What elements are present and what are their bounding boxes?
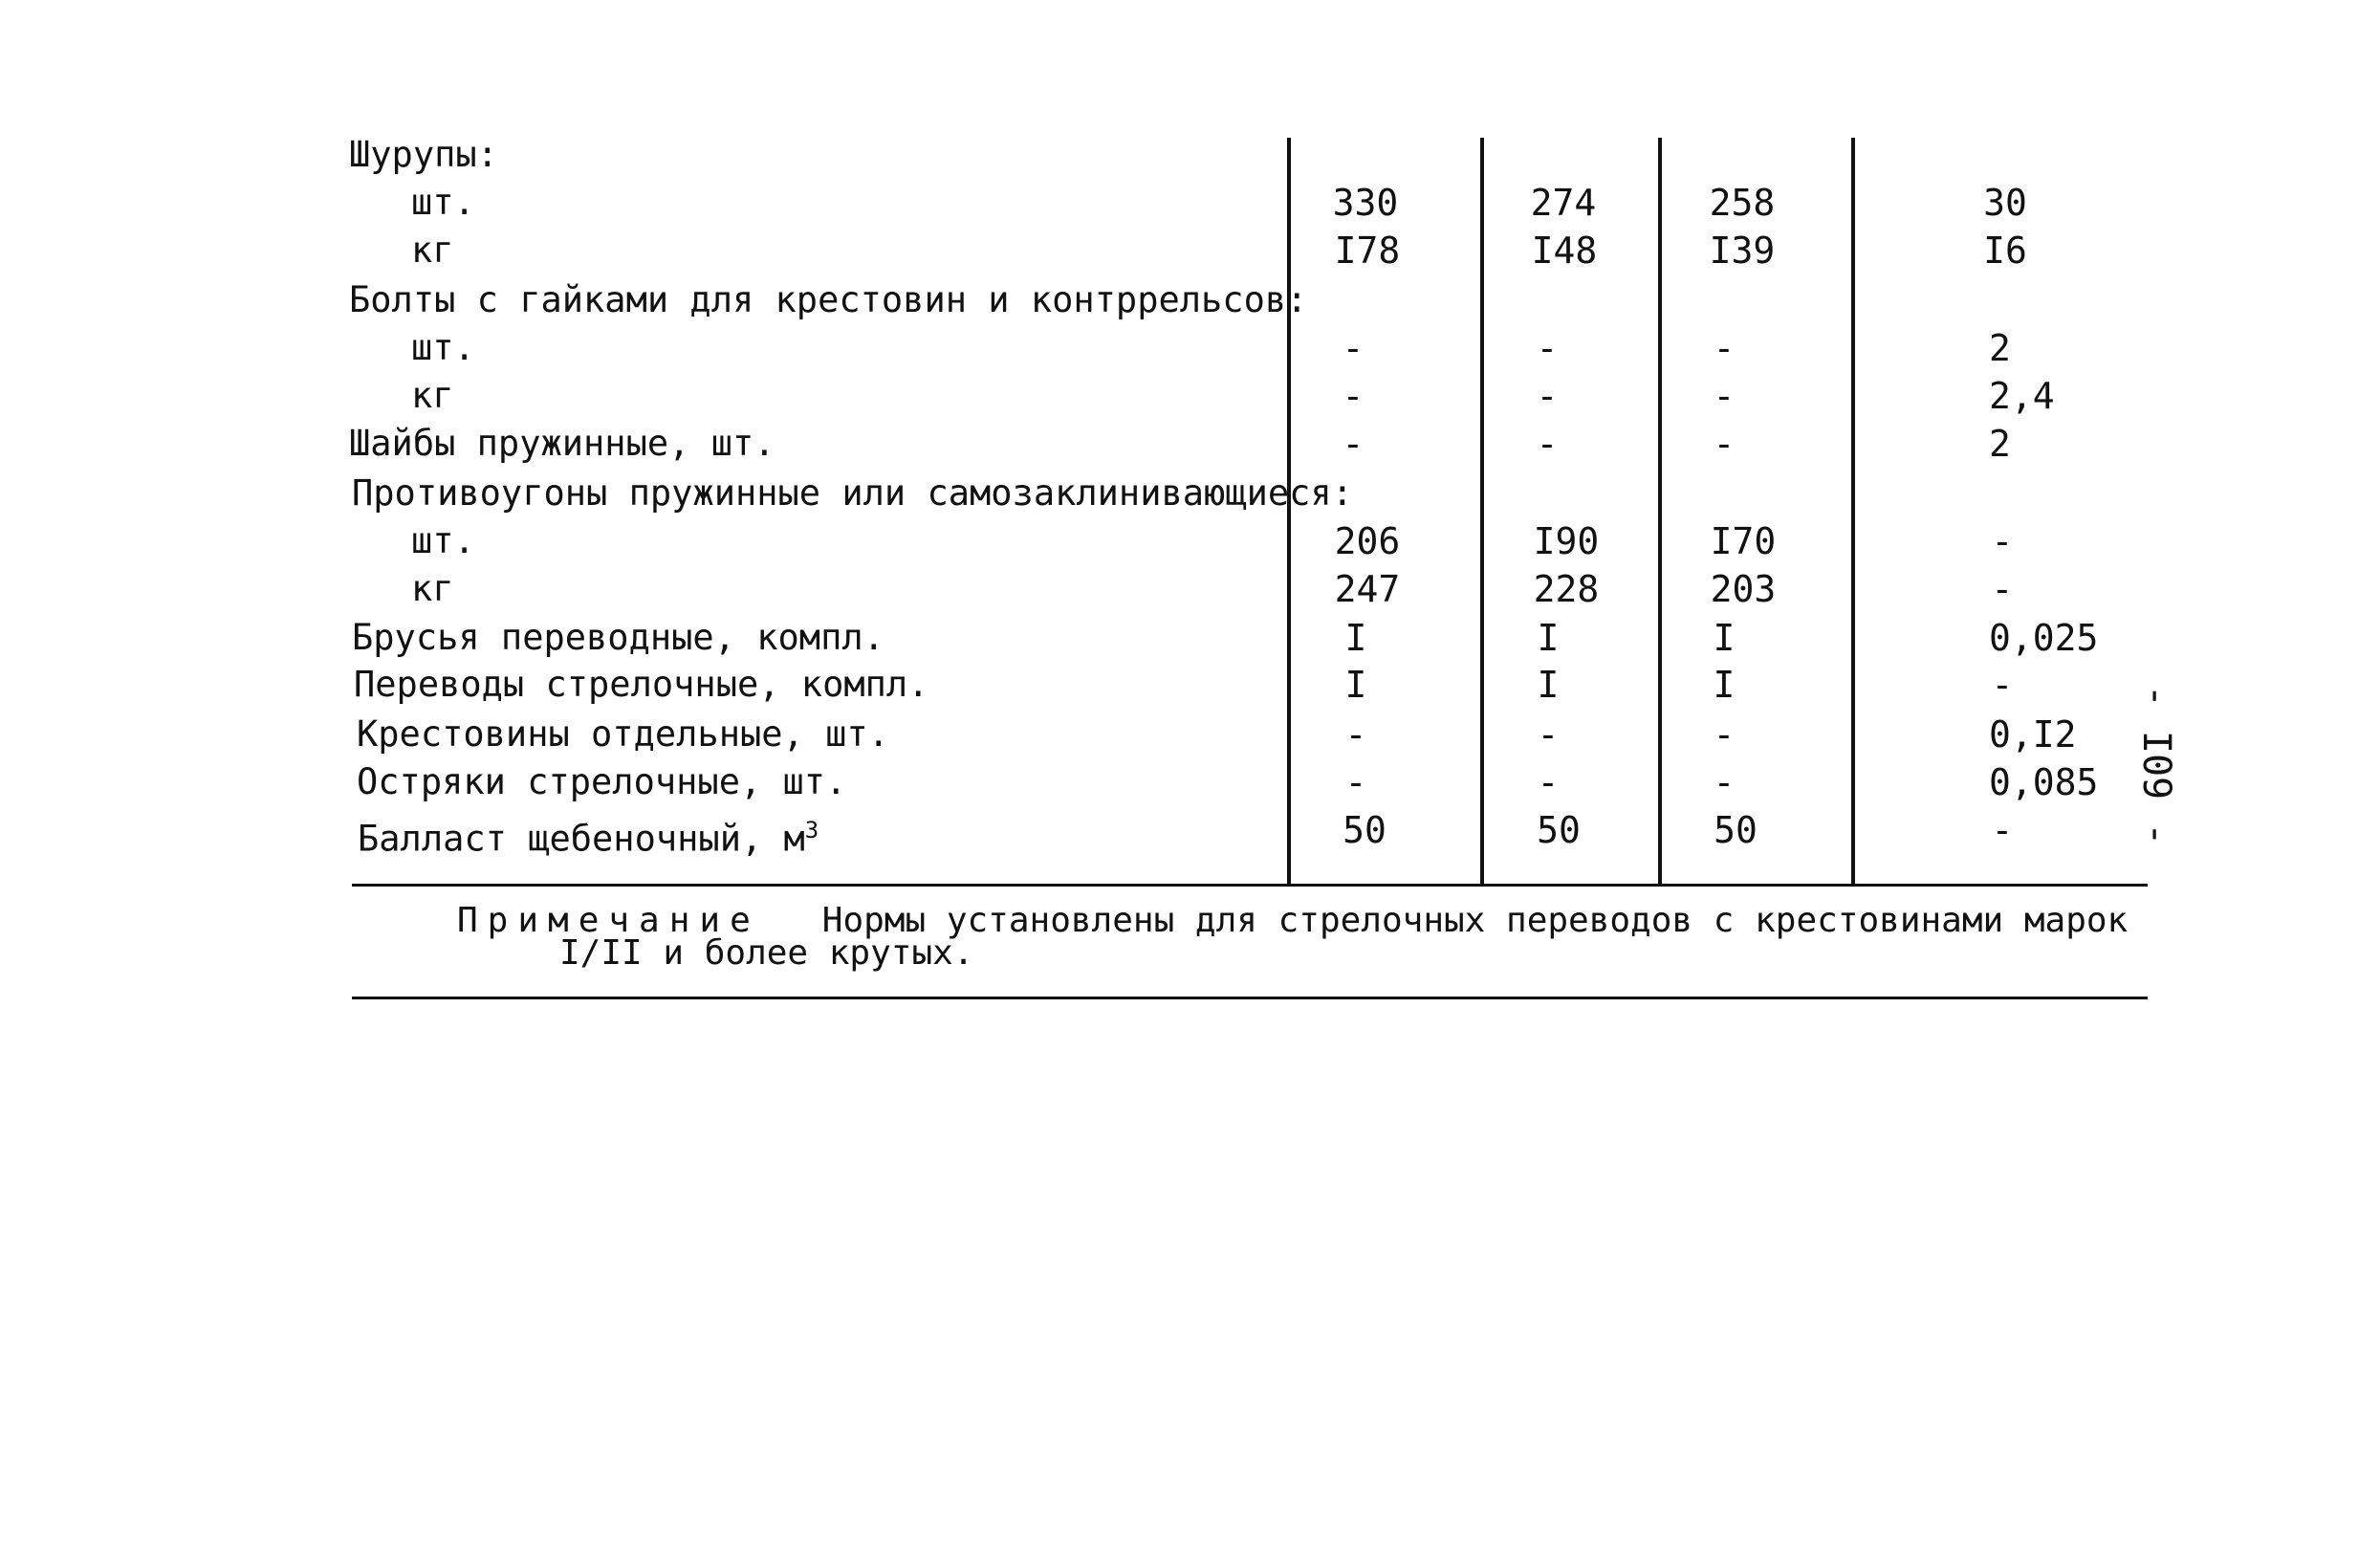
table-cell: I48 [1531,230,1598,272]
table-cell: - [1344,761,1367,803]
table-cell: I [1344,617,1367,659]
row-label: кг [411,568,454,609]
table-cell: 0,085 [1989,761,2099,803]
table-cell: I70 [1710,520,1777,562]
table-cell: I [1713,664,1736,706]
row-label: кг [411,375,454,416]
table-cell: 50 [1714,809,1758,851]
table-cell: - [1536,327,1559,369]
note-text: Нормы установлены для стрелочных переводов с крестовинами марок [821,901,2129,940]
table-cell: - [1991,664,2014,706]
superscript: 3 [804,817,819,844]
note [457,901,2129,940]
table-cell: - [1713,327,1736,369]
table-cell: - [1342,423,1365,465]
table-cell: 2 [1989,423,2011,465]
row-label: Шурупы: [349,134,498,175]
table-cell: - [1991,809,2014,851]
table-cell: - [1344,713,1367,756]
row-label: Болты с гайками для крестовин и контррельсов: [349,279,1308,320]
note-title: Примечание [457,901,760,940]
table-cell: 274 [1530,182,1597,224]
table-cell: I [1537,617,1560,659]
table-cell: I [1713,617,1736,659]
row-label: Балласт щебеночный, $м^3$ [358,817,819,860]
table-cell: 247 [1334,568,1401,610]
note-continuation: I/II и более крутых. [559,933,974,973]
table-cell: 30 [1983,182,2027,224]
table-cell: 330 [1332,182,1399,224]
table-cell: I90 [1533,520,1600,562]
table-cell: 258 [1709,182,1776,224]
table-cell: I6 [1983,230,2027,272]
table-cell: 2 [1989,327,2011,369]
note-bottom-rule [352,997,2148,999]
row-label: Противоугоны пружинные или самозаклинивающиеся: [352,472,1353,514]
table-cell: 0,025 [1989,617,2099,659]
table-cell: 2,4 [1989,375,2055,417]
table-bottom-rule [352,884,2148,887]
table-cell: - [1991,568,2014,610]
row-label: Остряки стрелочные, шт. [357,761,847,802]
table-cell: I [1537,664,1560,706]
table-cell: - [1713,761,1736,803]
table-cell: I39 [1709,230,1776,272]
row-label: шт. [411,327,475,368]
table-cell: I [1344,664,1367,706]
table-cell: - [1713,423,1736,465]
page-number: - I09 - [2134,684,2178,846]
table-cell: 0,I2 [1989,713,2077,756]
table-cell: - [1536,375,1559,417]
table-cell: I78 [1334,230,1401,272]
table-cell: - [1342,375,1365,417]
row-label: Крестовины отдельные, шт. [357,713,889,755]
table-cell: 203 [1710,568,1777,610]
table-cell: 50 [1343,809,1387,851]
table-cell: - [1537,713,1560,756]
table-cell: 206 [1334,520,1401,562]
table-cell: - [1713,375,1736,417]
column-divider [1851,138,1855,886]
table-cell: - [1991,520,2014,562]
table-cell: 228 [1533,568,1600,610]
row-label: Шайбы пружинные, шт. [349,423,775,464]
column-divider [1480,138,1484,886]
column-divider [1658,138,1662,886]
table-cell: - [1536,423,1559,465]
row-label: Брусья переводные, компл. [352,617,884,658]
row-label: кг [411,230,454,271]
table-cell: 50 [1537,809,1581,851]
table-cell: - [1537,761,1560,803]
table-cell: - [1713,713,1736,756]
row-label: шт. [411,182,475,223]
row-label: Переводы стрелочные, компл. [354,664,929,705]
table-cell: - [1342,327,1365,369]
row-label: шт. [411,520,475,561]
